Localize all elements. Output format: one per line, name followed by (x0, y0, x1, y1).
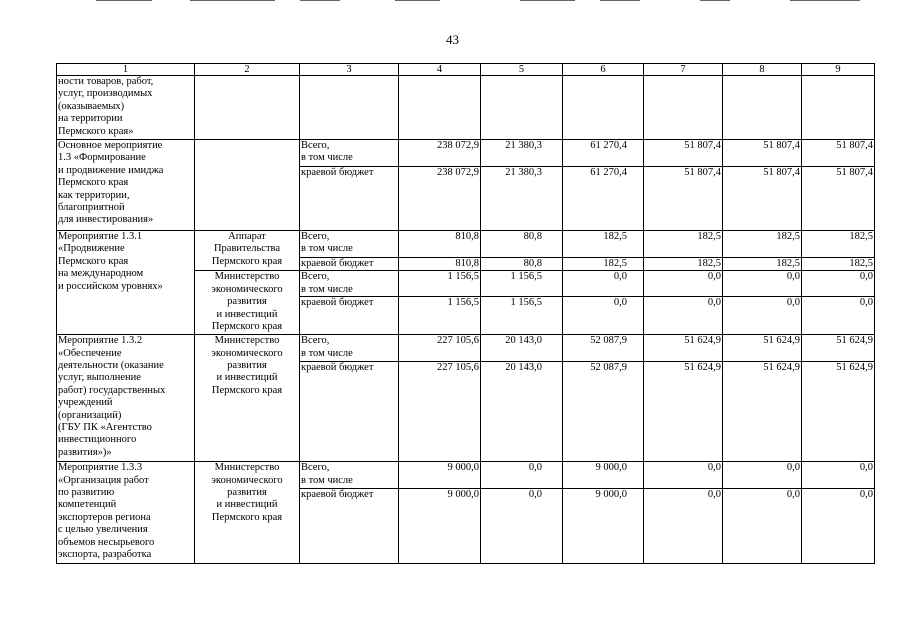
value-cell: 0,0 (802, 489, 875, 564)
value-cell: 0,0 (723, 489, 802, 564)
value-cell (802, 76, 875, 140)
funding-source-cell: краевой бюджет (300, 362, 399, 462)
value-cell: 182,5 (802, 231, 875, 258)
value-cell: 238 072,9 (399, 167, 481, 231)
funding-source-cell (300, 76, 399, 140)
column-header: 8 (723, 64, 802, 76)
value-cell: 9 000,0 (563, 462, 644, 489)
value-cell: 20 143,0 (481, 362, 563, 462)
activity-name-cell: Основное мероприятие 1.3 «Формирование и продвижение имиджа Пермского края как территории, благоприятной для инвестирования» (57, 140, 195, 231)
column-header: 4 (399, 64, 481, 76)
value-cell: 51 807,4 (644, 167, 723, 231)
value-cell: 810,8 (399, 258, 481, 271)
value-cell: 0,0 (644, 297, 723, 335)
value-cell: 51 807,4 (644, 140, 723, 167)
table-row (57, 140, 875, 167)
value-cell: 810,8 (399, 231, 481, 258)
value-cell: 51 624,9 (802, 362, 875, 462)
value-cell: 227 105,6 (399, 335, 481, 362)
value-cell: 0,0 (723, 297, 802, 335)
funding-source-cell: Всего, в том числе (300, 335, 399, 362)
column-header: 9 (802, 64, 875, 76)
value-cell: 0,0 (802, 462, 875, 489)
value-cell: 9 000,0 (399, 462, 481, 489)
funding-source-cell: Всего, в том числе (300, 231, 399, 258)
executor-cell: Министерство экономического развития и инвестиций Пермского края (195, 271, 300, 335)
value-cell: 51 624,9 (644, 362, 723, 462)
value-cell: 182,5 (563, 231, 644, 258)
value-cell: 182,5 (563, 258, 644, 271)
value-cell (399, 76, 481, 140)
value-cell: 51 807,4 (802, 167, 875, 231)
value-cell (723, 76, 802, 140)
table-row (57, 76, 875, 140)
value-cell (481, 76, 563, 140)
value-cell (644, 76, 723, 140)
activity-name-cell: ности товаров, работ, услуг, производимых (оказываемых) на территории Пермского края» (57, 76, 195, 140)
value-cell: 182,5 (802, 258, 875, 271)
value-cell: 1 156,5 (399, 271, 481, 297)
activity-name-cell: Мероприятие 1.3.1 «Продвижение Пермского края на международном и российском уровнях» (57, 231, 195, 335)
value-cell: 0,0 (481, 462, 563, 489)
value-cell: 51 807,4 (802, 140, 875, 167)
value-cell: 0,0 (802, 297, 875, 335)
value-cell: 51 807,4 (723, 140, 802, 167)
value-cell: 51 624,9 (723, 362, 802, 462)
table-row (57, 462, 875, 489)
scan-artifact-line (395, 0, 440, 1)
value-cell: 238 072,9 (399, 140, 481, 167)
value-cell: 0,0 (563, 271, 644, 297)
executor-cell (195, 140, 300, 231)
value-cell: 0,0 (644, 462, 723, 489)
value-cell: 1 156,5 (399, 297, 481, 335)
value-cell: 0,0 (723, 271, 802, 297)
value-cell: 0,0 (481, 489, 563, 564)
scan-artifact-line (520, 0, 575, 1)
value-cell: 52 087,9 (563, 362, 644, 462)
column-header: 5 (481, 64, 563, 76)
value-cell: 227 105,6 (399, 362, 481, 462)
activity-name-cell: Мероприятие 1.3.3 «Организация работ по развитию компетенций экспортеров региона с целью увеличения объемов несырьевого экспорта, разработка (57, 462, 195, 564)
funding-source-cell: Всего, в том числе (300, 140, 399, 167)
value-cell: 61 270,4 (563, 140, 644, 167)
funding-source-cell: Всего, в том числе (300, 462, 399, 489)
value-cell: 0,0 (563, 297, 644, 335)
header-row (57, 64, 875, 76)
value-cell: 51 624,9 (802, 335, 875, 362)
value-cell: 21 380,3 (481, 167, 563, 231)
activity-name-cell: Мероприятие 1.3.2 «Обеспечение деятельности (оказание услуг, выполнение работ) государственных учреждений (организаций) (ГБУ ПК «Агентство инвестиционного развития»)» (57, 335, 195, 462)
funding-source-cell: краевой бюджет (300, 489, 399, 564)
value-cell: 9 000,0 (563, 489, 644, 564)
executor-cell: Министерство экономического развития и инвестиций Пермского края (195, 462, 300, 564)
executor-cell: Министерство экономического развития и инвестиций Пермского края (195, 335, 300, 462)
executor-cell (195, 76, 300, 140)
page-number: 43 (446, 32, 459, 47)
column-header: 7 (644, 64, 723, 76)
value-cell: 0,0 (644, 271, 723, 297)
column-header: 6 (563, 64, 644, 76)
value-cell: 51 624,9 (644, 335, 723, 362)
value-cell: 0,0 (723, 462, 802, 489)
scan-artifact-line (600, 0, 640, 1)
value-cell: 21 380,3 (481, 140, 563, 167)
value-cell: 182,5 (644, 258, 723, 271)
value-cell: 52 087,9 (563, 335, 644, 362)
column-header: 1 (57, 64, 195, 76)
value-cell: 1 156,5 (481, 271, 563, 297)
scan-artifact-line (190, 0, 275, 1)
value-cell: 182,5 (644, 231, 723, 258)
value-cell: 0,0 (802, 271, 875, 297)
budget-table (56, 63, 875, 564)
value-cell: 182,5 (723, 258, 802, 271)
scan-artifact-line (300, 0, 340, 1)
funding-source-cell: Всего, в том числе (300, 271, 399, 297)
value-cell: 0,0 (644, 489, 723, 564)
table-row (57, 335, 875, 362)
value-cell: 1 156,5 (481, 297, 563, 335)
column-header: 2 (195, 64, 300, 76)
scan-artifact-line (790, 0, 860, 1)
executor-cell: Аппарат Правительства Пермского края (195, 231, 300, 271)
value-cell: 61 270,4 (563, 167, 644, 231)
scan-artifact-line (96, 0, 152, 1)
value-cell: 80,8 (481, 258, 563, 271)
column-header: 3 (300, 64, 399, 76)
value-cell: 80,8 (481, 231, 563, 258)
table-row (57, 231, 875, 258)
funding-source-cell: краевой бюджет (300, 167, 399, 231)
funding-source-cell: краевой бюджет (300, 258, 399, 271)
value-cell: 9 000,0 (399, 489, 481, 564)
value-cell: 51 807,4 (723, 167, 802, 231)
value-cell: 182,5 (723, 231, 802, 258)
value-cell: 20 143,0 (481, 335, 563, 362)
scan-artifact-line (700, 0, 730, 1)
value-cell: 51 624,9 (723, 335, 802, 362)
value-cell (563, 76, 644, 140)
funding-source-cell: краевой бюджет (300, 297, 399, 335)
